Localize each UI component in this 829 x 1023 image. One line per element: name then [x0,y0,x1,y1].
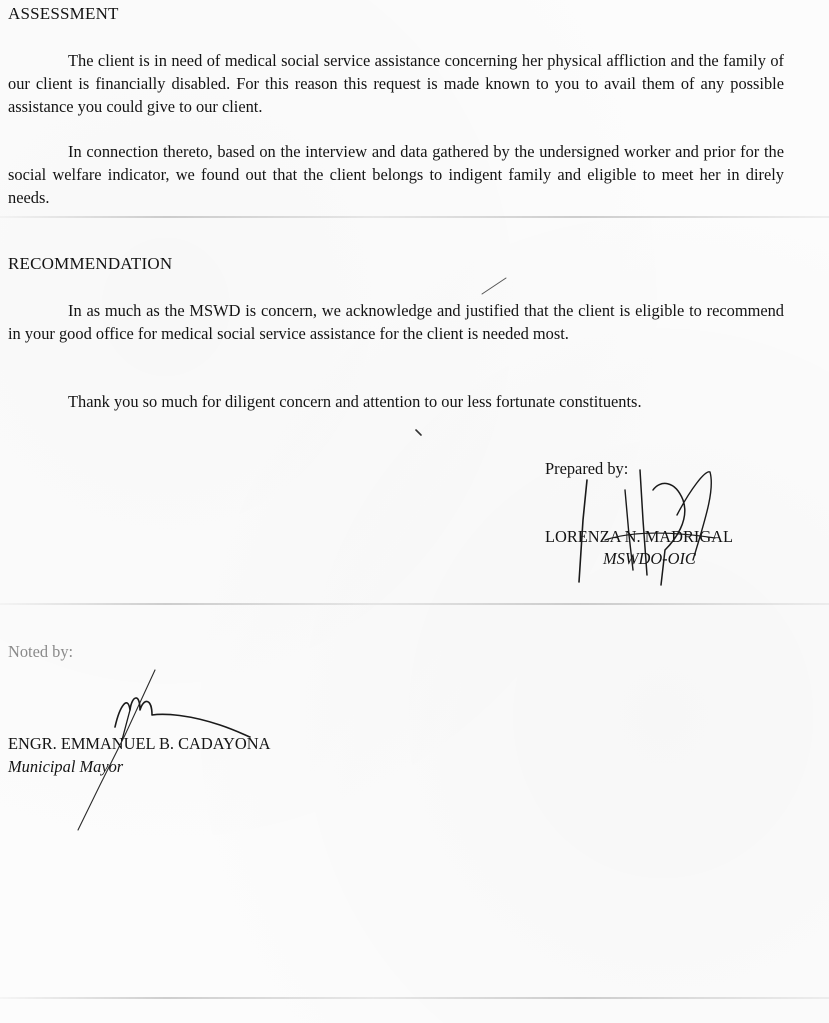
signature-cadayona [70,665,260,835]
page-crease-bottom [0,997,829,999]
thank-you-line: Thank you so much for diligent concern and attention to our less fortunate constituents. [68,392,642,411]
recommendation-paragraph: In as much as the MSWD is concern, we acknowledge and justified that the client is eligible to recommend in your good office for medical social service assistance for the client is needed most. [8,301,784,343]
prepared-by-title: MSWDO-OIC [603,549,696,568]
stray-mark-2 [414,428,424,438]
recommendation-heading: RECOMMENDATION [8,254,173,273]
assessment-heading: ASSESSMENT [8,4,119,23]
noted-by-label: Noted by: [8,642,74,661]
assessment-paragraph-1: The client is in need of medical social service assistance concerning her physical affliction and the family of our client is financially disabled. For this reason this request is made known to you to avail them of any possible assistance you could give to our client. [8,51,784,116]
page-crease-middle [0,603,829,605]
signature-madrigal [565,460,725,590]
page-crease-top [0,216,829,218]
noted-by-title: Municipal Mayor [8,757,124,776]
prepared-by-name: LORENZA N. MADRIGAL [545,527,734,546]
stray-mark-1 [480,276,510,296]
prepared-by-label: Prepared by: [545,459,629,478]
noted-by-name: ENGR. EMMANUEL B. CADAYONA [8,734,271,753]
assessment-paragraph-2: In connection thereto, based on the interview and data gathered by the undersigned worker and prior for the social welfare indicator, we found out that the client belongs to indigent family and eligible to meet her in direly needs. [8,142,784,207]
